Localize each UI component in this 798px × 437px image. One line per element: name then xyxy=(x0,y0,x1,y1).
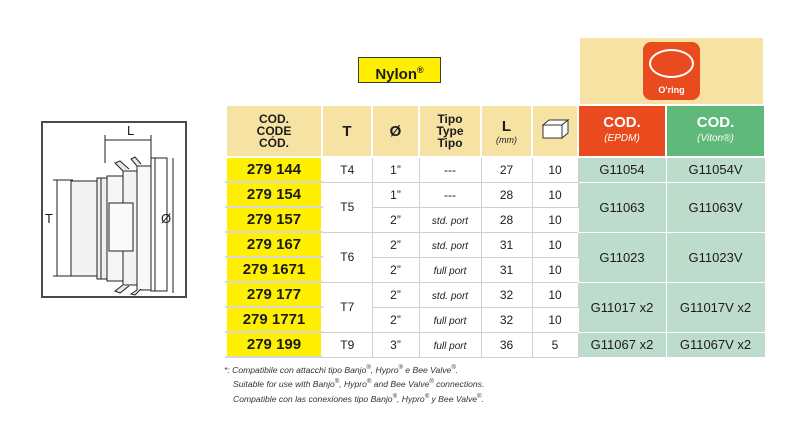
code-cell: 279 1671 xyxy=(226,257,322,282)
note-en-text-3: and Bee Valve xyxy=(371,379,430,390)
code-cell: 279 167 xyxy=(226,232,322,257)
diameter-cell: 2” xyxy=(372,207,419,232)
header-length xyxy=(481,105,532,157)
oring-label: O'ring xyxy=(658,85,685,95)
diameter-cell: 2” xyxy=(372,257,419,282)
code-cell: 279 177 xyxy=(226,282,322,307)
reg-mark: ® xyxy=(477,393,482,400)
code-cell: 279 144 xyxy=(226,157,322,182)
dimension-label-l: L xyxy=(127,123,135,138)
tipo-cell xyxy=(419,282,481,307)
tipo-cell xyxy=(419,307,481,332)
product-code-table xyxy=(225,104,766,358)
header-viton-sub: (Viton®) xyxy=(697,133,734,144)
table-row xyxy=(226,232,765,257)
note-en-text-4: connections. xyxy=(433,379,485,390)
tipo-cell: --- xyxy=(419,182,481,207)
tipo-cell xyxy=(419,232,481,257)
header-tipo-en: Type xyxy=(436,124,464,138)
tipo-text: full port xyxy=(433,315,467,327)
epdm-code-cell: G11054 xyxy=(578,157,666,182)
header-code-it: COD. xyxy=(259,112,289,126)
reg-mark: ® xyxy=(451,365,456,371)
quantity-cell: 10 xyxy=(532,232,578,257)
diameter-cell: 3” xyxy=(372,332,419,357)
length-cell: 27 xyxy=(481,157,532,182)
viton-code-cell: G11067V x2 xyxy=(666,332,765,357)
quantity-cell: 10 xyxy=(532,282,578,307)
note-es-text-1: Compatible con las conexiones tipo Banjo xyxy=(233,393,393,404)
t-cell: T4 xyxy=(322,157,372,182)
header-length-label: L xyxy=(501,117,512,135)
note-dot: . xyxy=(455,364,459,375)
material-registered-mark: ® xyxy=(417,65,424,75)
reg-mark: ® xyxy=(392,393,397,400)
header-code-en: CODE xyxy=(256,124,292,138)
reg-mark: ® xyxy=(424,393,430,400)
compatibility-notes xyxy=(224,362,484,405)
material-label-text: Nylon xyxy=(375,66,418,83)
note-it-text-3: e Bee Valve xyxy=(402,364,452,375)
tipo-text: full port xyxy=(433,265,467,277)
code-cell: 279 199 xyxy=(226,332,322,357)
note-es-text-3: y Bee Valve xyxy=(429,393,478,404)
box-icon xyxy=(540,118,570,140)
t-cell: T7 xyxy=(322,282,372,332)
tipo-text: std. port xyxy=(431,240,469,252)
epdm-code-cell: G11067 x2 xyxy=(578,332,666,357)
dimension-label-t: T xyxy=(45,211,53,226)
diameter-cell: 1” xyxy=(372,157,419,182)
note-en-text-1: Suitable for use with Banjo xyxy=(233,379,335,390)
tipo-cell xyxy=(419,332,481,357)
oring-ring-shape xyxy=(649,49,694,78)
header-tipo xyxy=(419,105,481,157)
length-cell: 36 xyxy=(481,332,532,357)
quantity-cell: 10 xyxy=(532,157,578,182)
header-viton-title: COD. xyxy=(696,114,735,131)
table-row xyxy=(226,332,765,357)
note-italian xyxy=(224,362,484,376)
length-cell: 28 xyxy=(481,207,532,232)
reg-mark: ® xyxy=(429,379,434,386)
t-cell: T6 xyxy=(322,232,372,282)
code-cell: 279 1771 xyxy=(226,307,322,332)
header-epdm xyxy=(578,105,666,157)
header-code-es: CÓD. xyxy=(259,136,289,150)
fitting-technical-drawing xyxy=(41,121,187,298)
epdm-code-cell: G11063 xyxy=(578,182,666,232)
reg-mark: ® xyxy=(366,379,372,386)
fitting-outline-svg xyxy=(43,123,185,296)
table-row xyxy=(226,157,765,182)
length-cell: 32 xyxy=(481,307,532,332)
tipo-cell: --- xyxy=(419,157,481,182)
diameter-cell: 2” xyxy=(372,232,419,257)
note-dot: . xyxy=(481,393,484,404)
quantity-cell: 10 xyxy=(532,307,578,332)
note-es-text-2: , Hypro xyxy=(396,393,425,404)
length-cell: 28 xyxy=(481,182,532,207)
material-label xyxy=(358,57,441,83)
header-code xyxy=(226,105,322,157)
quantity-cell: 10 xyxy=(532,207,578,232)
t-cell: T5 xyxy=(322,182,372,232)
viton-code-cell: G11063V xyxy=(666,182,765,232)
quantity-cell: 5 xyxy=(532,332,578,357)
tipo-text: std. port xyxy=(431,290,469,302)
note-en-text-2: , Hypro xyxy=(339,379,367,390)
reg-mark: ® xyxy=(334,379,340,386)
header-tipo-es: Tipo xyxy=(437,136,463,150)
diameter-cell: 2” xyxy=(372,282,419,307)
header-length-unit: (mm) xyxy=(496,134,517,145)
quantity-cell: 10 xyxy=(532,182,578,207)
table-row xyxy=(226,282,765,307)
header-epdm-sub: (EPDM) xyxy=(604,133,640,144)
note-spanish xyxy=(224,391,484,405)
epdm-code-cell: G11017 x2 xyxy=(578,282,666,332)
note-it-text-1: *: Compatibile con attacchi tipo Banjo xyxy=(224,364,367,375)
header-quantity xyxy=(532,105,578,157)
note-it-text-2: , Hypro xyxy=(370,364,399,375)
tipo-cell xyxy=(419,257,481,282)
note-english xyxy=(224,376,484,390)
epdm-code-cell: G11023 xyxy=(578,232,666,282)
length-cell: 32 xyxy=(481,282,532,307)
reg-mark: ® xyxy=(366,365,371,371)
quantity-cell: 10 xyxy=(532,257,578,282)
header-diameter: Ø xyxy=(372,105,419,157)
viton-code-cell: G11017V x2 xyxy=(666,282,765,332)
code-cell: 279 157 xyxy=(226,207,322,232)
diameter-cell: 1” xyxy=(372,182,419,207)
header-viton xyxy=(666,105,765,157)
t-cell: T9 xyxy=(322,332,372,357)
tipo-text: std. port xyxy=(431,215,469,227)
diameter-cell: 2” xyxy=(372,307,419,332)
tipo-cell xyxy=(419,207,481,232)
tipo-text: full port xyxy=(433,340,467,352)
length-cell: 31 xyxy=(481,232,532,257)
dimension-label-diameter: Ø xyxy=(161,211,172,226)
header-t: T xyxy=(322,105,372,157)
length-cell: 31 xyxy=(481,257,532,282)
reg-mark: ® xyxy=(398,365,403,371)
viton-code-cell: G11054V xyxy=(666,157,765,182)
header-tipo-it: Tipo xyxy=(437,112,463,126)
code-cell: 279 154 xyxy=(226,182,322,207)
table-header-row xyxy=(226,105,765,157)
header-epdm-title: COD. xyxy=(603,114,641,131)
viton-code-cell: G11023V xyxy=(666,232,765,282)
table-row xyxy=(226,182,765,207)
